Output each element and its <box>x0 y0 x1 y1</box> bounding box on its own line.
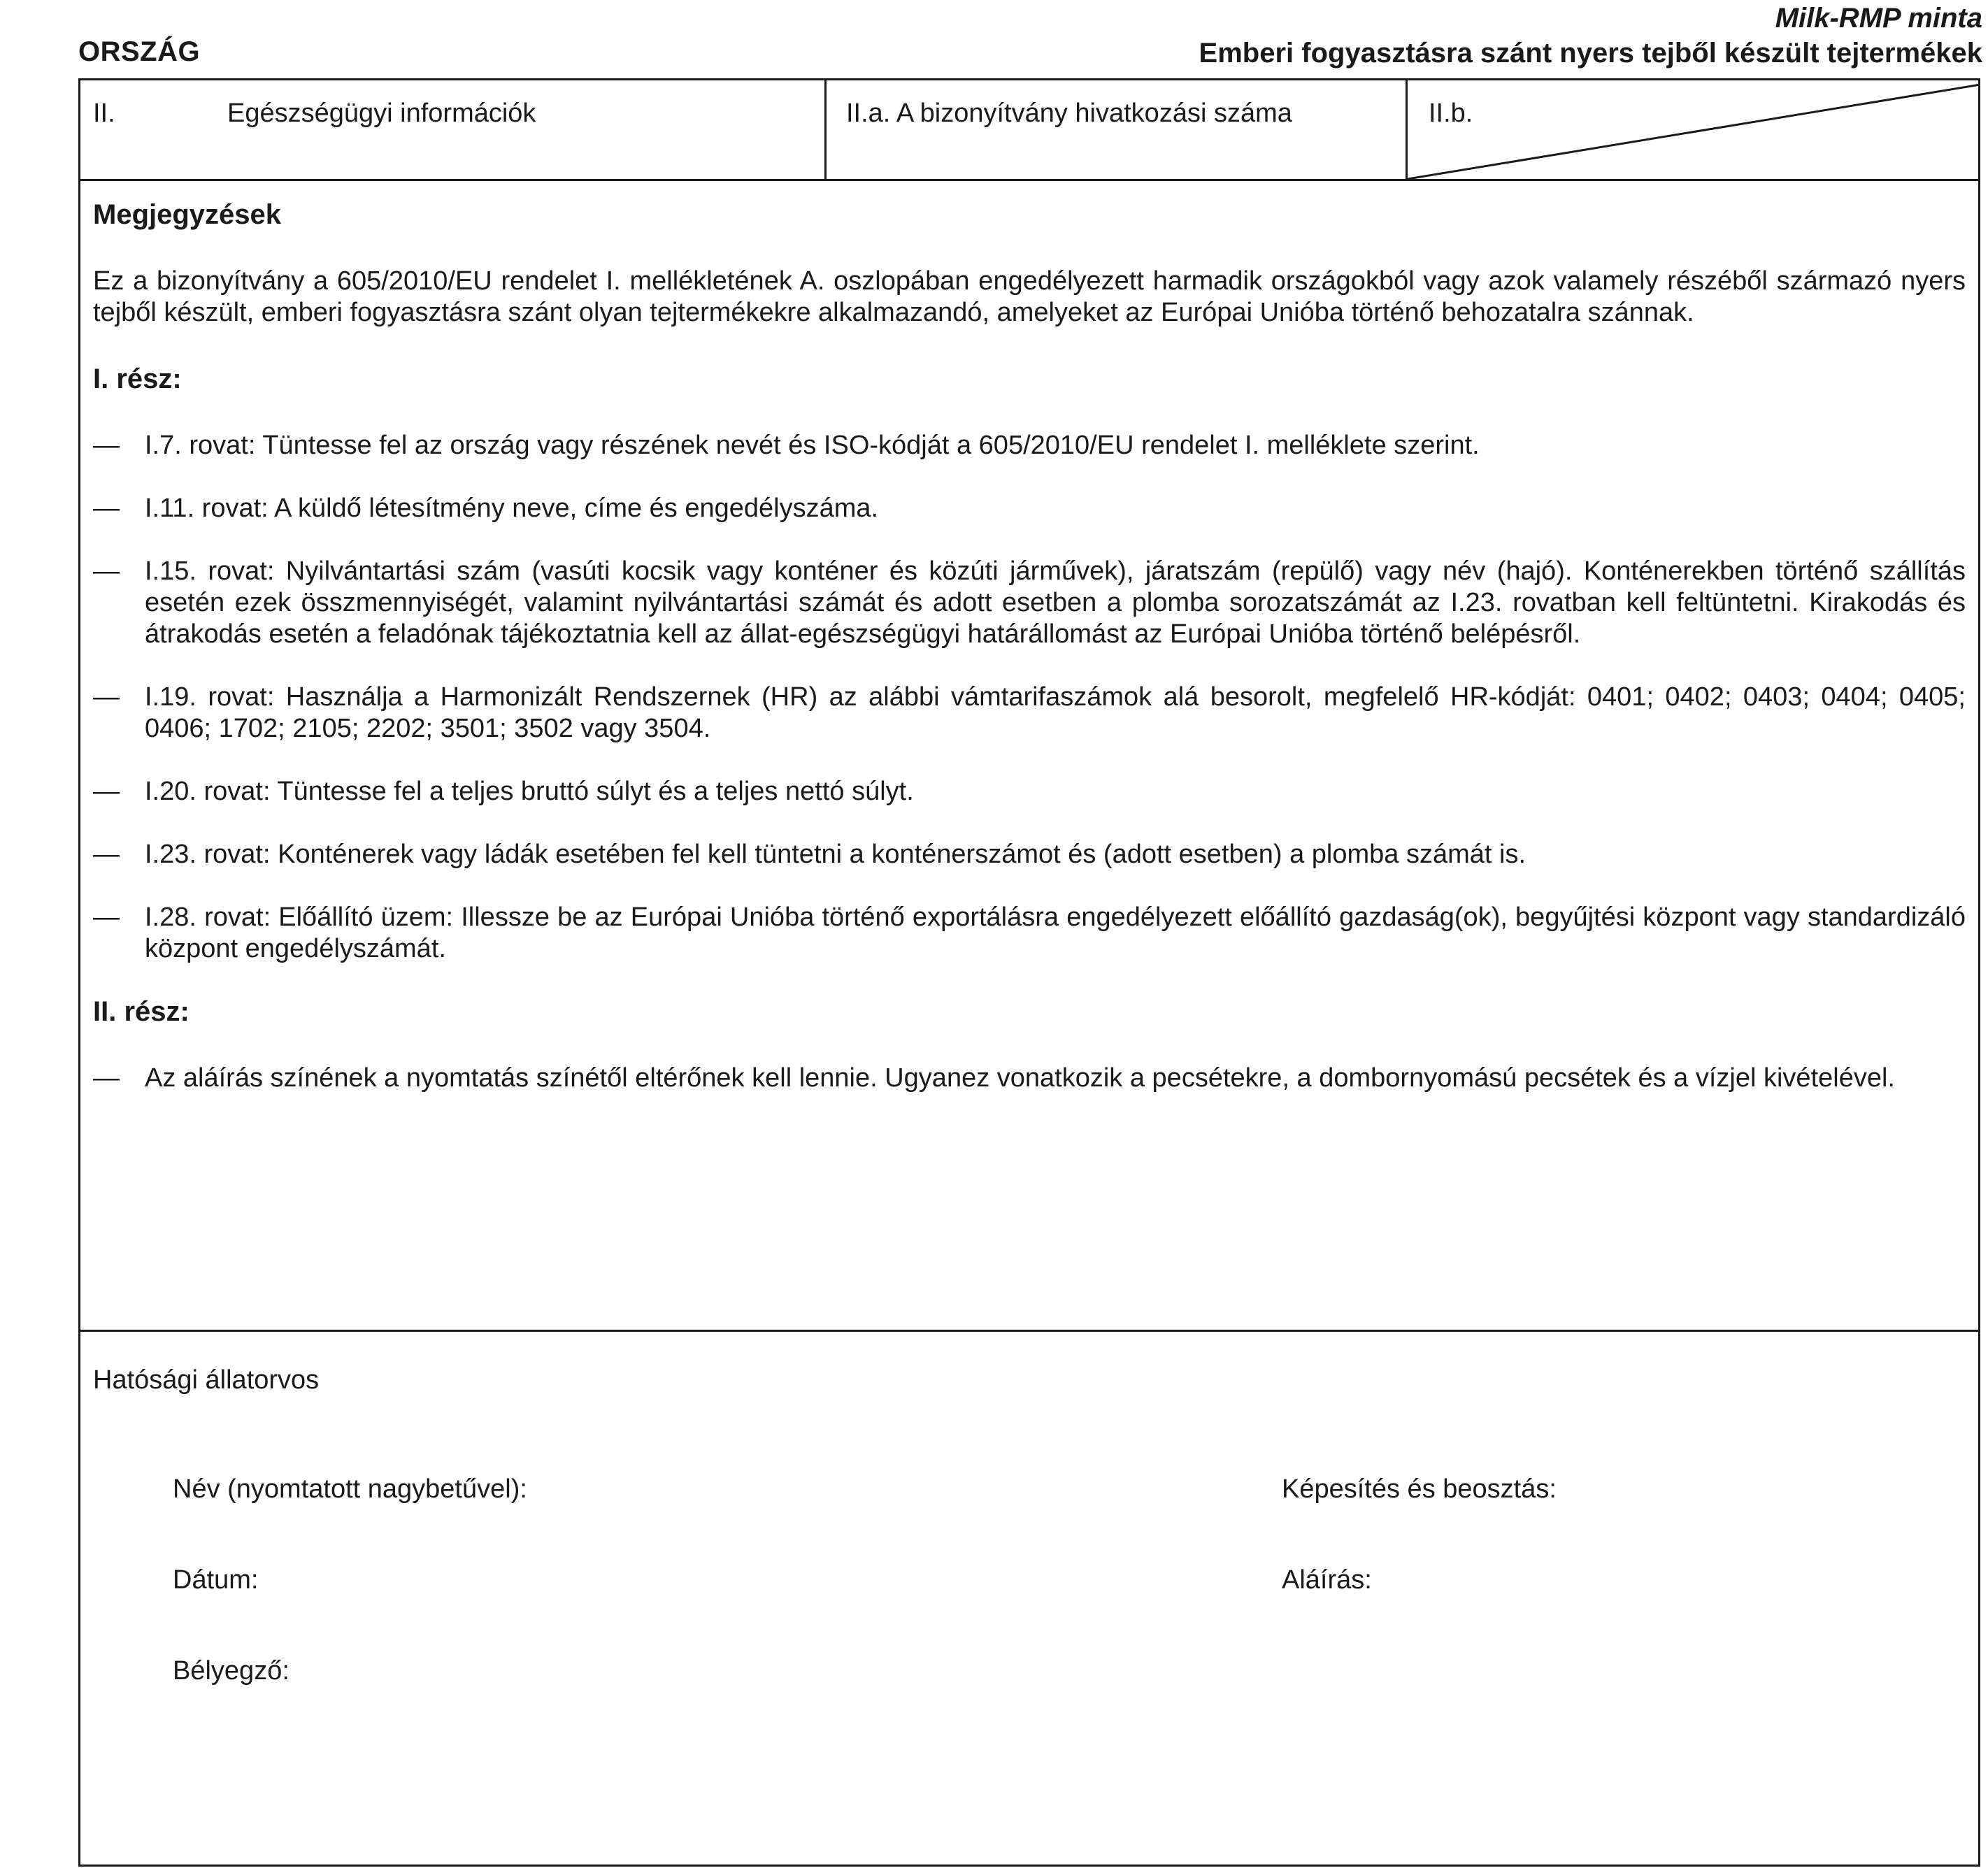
iib-label: II.b. <box>1429 99 1473 128</box>
dash-icon: — <box>93 903 120 932</box>
diagonal-line <box>1408 80 1980 179</box>
note-item-i20 <box>93 776 1966 807</box>
section-number: II. <box>93 99 115 128</box>
note-item-signature-colour <box>93 1063 1966 1094</box>
reference-number-cell[interactable] <box>827 80 1408 179</box>
stamp-field-label[interactable]: Bélyegző: <box>173 1656 289 1686</box>
note-item-i19 <box>93 682 1966 745</box>
note-item-i28 <box>93 902 1966 965</box>
note-item-i15 <box>93 556 1966 650</box>
dash-icon: — <box>93 494 120 523</box>
note-item-i23 <box>93 839 1966 870</box>
note-text: Az aláírás színének a nyomtatás színétől eltérőnek kell lennie. Ugyanez vonatkozik a pecsétekre, a dombornyomású pecsétek és a vízjel kivételével. <box>145 1063 1895 1093</box>
note-text: I.19. rovat: Használja a Harmonizált Rendszernek (HR) az alábbi vámtarifaszámok alá besorolt, megfelelő HR-kódját: 0401; 0402; 0403; 0404; 0405; 0406; 1702; 2105; 2202; 3501; 3502 vagy 3504. <box>145 682 1966 743</box>
model-label: Milk-RMP minta <box>1775 3 1982 34</box>
notes-heading: Megjegyzések <box>93 199 282 230</box>
notes-intro: Ez a bizonyítvány a 605/2010/EU rendelet I. mellékletének A. oszlopában engedélyezett harmadik országokból vagy azok valamely részéből származó nyers tejből készült, emberi fogyasztásra szánt olyan tejtermékekre alkalmazandó, amelyeket az Európai Unióba történő behozatalra szánnak. <box>93 266 1966 327</box>
dash-icon: — <box>93 840 120 869</box>
note-text: I.7. rovat: Tüntesse fel az ország vagy részének nevét és ISO-kódját a 605/2010/EU rendelet I. melléklete szerint. <box>145 431 1480 460</box>
part2-heading: II. rész: <box>93 996 189 1027</box>
name-field-label[interactable]: Név (nyomtatott nagybetűvel): <box>173 1474 527 1504</box>
note-item-i7 <box>93 430 1966 461</box>
dash-icon: — <box>93 431 120 460</box>
official-veterinarian-section <box>80 1332 1978 1865</box>
official-veterinarian-title: Hatósági állatorvos <box>93 1365 320 1395</box>
section-header-row <box>80 80 1978 181</box>
note-text: I.15. rovat: Nyilvántartási szám (vasúti kocsik vagy konténer és közúti járművek), járatszám (repülő) vagy név (hajó). Konténerekben történő szállítás esetén ezek összmennyiségét, valamint nyilvántartási számát és adott esetben a plomba sorozatszámát az I.23. rovatban kell feltüntetni. Kirakodás és átrakodás esetén a feladónak tájékoztatnia kell az állat-egészségügyi határállomást az Európai Unióba történő belépésről. <box>145 556 1966 649</box>
date-field-label[interactable]: Dátum: <box>173 1565 259 1595</box>
note-text: I.11. rovat: A küldő létesítmény neve, címe és engedélyszáma. <box>145 494 879 523</box>
dash-icon: — <box>93 682 120 712</box>
note-item-i11 <box>93 493 1966 524</box>
signature-field-label[interactable]: Aláírás: <box>1282 1565 1372 1595</box>
country-label: ORSZÁG <box>78 36 201 67</box>
dash-icon: — <box>93 777 120 806</box>
note-text: I.20. rovat: Tüntesse fel a teljes bruttó súlyt és a teljes nettó súlyt. <box>145 777 914 806</box>
document-title: Emberi fogyasztásra szánt nyers tejből készült tejtermékek <box>1199 38 1982 69</box>
section-title-cell <box>80 80 827 179</box>
dash-icon: — <box>93 1063 120 1093</box>
dash-icon: — <box>93 556 120 586</box>
part1-heading: I. rész: <box>93 364 182 394</box>
note-text: I.23. rovat: Konténerek vagy ládák esetében fel kell tüntetni a konténerszámot és (adott esetben) a plomba számát is. <box>145 840 1526 869</box>
notes-section <box>80 181 1978 1332</box>
reference-number-label: II.a. A bizonyítvány hivatkozási száma <box>846 99 1292 128</box>
qualification-field-label[interactable]: Képesítés és beosztás: <box>1282 1474 1557 1504</box>
note-text: I.28. rovat: Előállító üzem: Illessze be az Európai Unióba történő exportálásra engedélyezett előállító gazdaság(ok), begyűjtési központ vagy standardizáló központ engedélyszámát. <box>145 903 1966 963</box>
certificate-frame <box>78 78 1980 1867</box>
section-title: Egészségügyi információk <box>227 99 536 128</box>
